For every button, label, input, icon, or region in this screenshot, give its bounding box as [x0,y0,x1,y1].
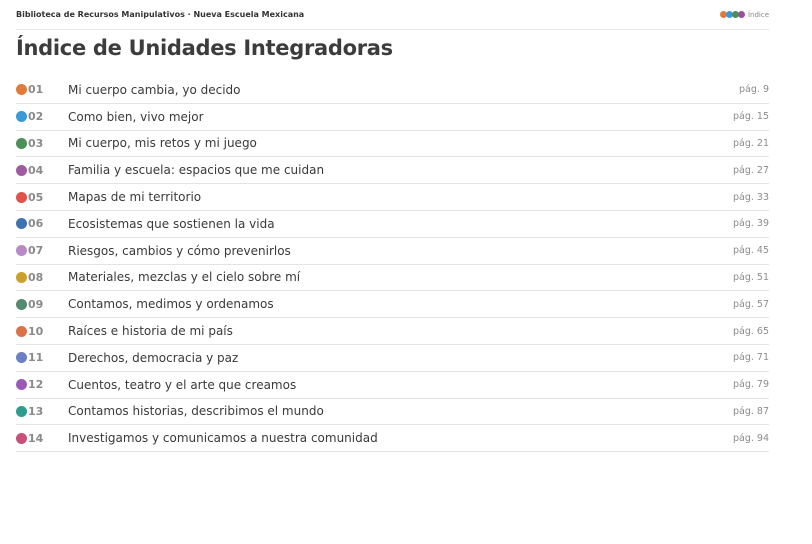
header-bar [16,0,769,30]
unit-number: 01 [28,83,44,97]
unit-title[interactable]: Derechos, democracia y paz [68,350,239,365]
unit-page-number: pág. 65 [732,325,769,337]
unit-row[interactable] [16,291,769,318]
unit-page-number: pág. 51 [732,271,769,283]
unit-number: 12 [28,378,44,392]
unit-row[interactable] [16,425,769,452]
unit-title[interactable]: Cuentos, teatro y el arte que creamos [68,377,297,392]
unit-title[interactable]: Familia y escuela: espacios que me cuidan [68,163,325,178]
unit-row[interactable] [16,211,769,238]
unit-row[interactable] [16,77,769,104]
unit-number: 13 [28,404,44,418]
unit-number: 10 [28,324,44,338]
unit-color-dot-icon [16,218,27,229]
unit-color-dot-icon [16,326,27,337]
unit-page-number: pág. 45 [732,245,769,257]
unit-title[interactable]: Investigamos y comunicamos a nuestra comunidad [68,431,378,446]
unit-row[interactable] [16,238,769,265]
unit-title[interactable]: Contamos historias, describimos el mundo [68,404,324,419]
unit-number: 06 [28,217,44,231]
document-page [16,0,769,446]
unit-number: 04 [28,163,44,177]
unit-row[interactable] [16,345,769,372]
unit-page-number: pág. 39 [732,218,769,230]
unit-row[interactable] [16,265,769,292]
unit-title[interactable]: Ecosistemas que sostienen la vida [68,216,275,231]
unit-number: 14 [28,431,44,445]
header-dot-icon [738,11,745,18]
unit-number: 11 [28,351,44,365]
unit-row[interactable] [16,184,769,211]
unit-row[interactable] [16,104,769,131]
unit-title[interactable]: Mi cuerpo, mis retos y mi juego [68,136,257,151]
unit-color-dot-icon [16,379,27,390]
unit-page-number: pág. 21 [732,137,769,149]
unit-color-dot-icon [16,84,27,95]
unit-page-number: pág. 94 [732,432,769,444]
unit-page-number: pág. 57 [732,298,769,310]
unit-row[interactable] [16,157,769,184]
unit-title[interactable]: Riesgos, cambios y cómo prevenirlos [68,243,291,258]
unit-row[interactable] [16,399,769,426]
color-dots-icon [720,11,744,18]
unit-color-dot-icon [16,272,27,283]
unit-row[interactable] [16,131,769,158]
unit-number: 09 [28,297,44,311]
unit-title[interactable]: Mi cuerpo cambia, yo decido [68,82,241,97]
unit-color-dot-icon [16,299,27,310]
unit-number: 02 [28,110,44,124]
unit-number: 05 [28,190,44,204]
unit-title[interactable]: Como bien, vivo mejor [68,109,204,124]
unit-page-number: pág. 9 [739,84,769,96]
breadcrumb: Biblioteca de Recursos Manipulativos · Nueva Escuela Mexicana [16,10,305,19]
unit-row[interactable] [16,318,769,345]
index-label: Índice [747,10,769,19]
unit-number: 08 [28,270,44,284]
unit-page-number: pág. 79 [732,379,769,391]
unit-color-dot-icon [16,406,27,417]
unit-color-dot-icon [16,165,27,176]
unit-page-number: pág. 15 [732,111,769,123]
unit-title[interactable]: Contamos, medimos y ordenamos [68,297,274,312]
unit-title[interactable]: Materiales, mezclas y el cielo sobre mí [68,270,301,285]
unit-number: 03 [28,136,44,150]
unit-row[interactable] [16,372,769,399]
unit-color-dot-icon [16,111,27,122]
unit-page-number: pág. 33 [732,191,769,203]
unit-page-number: pág. 71 [732,352,769,364]
unit-page-number: pág. 27 [732,164,769,176]
page-title: Índice de Unidades Integradoras [16,36,393,60]
unit-title[interactable]: Mapas de mi territorio [68,190,202,205]
unit-page-number: pág. 87 [732,405,769,417]
unit-color-dot-icon [16,352,27,363]
unit-color-dot-icon [16,192,27,203]
unit-title[interactable]: Raíces e historia de mi país [68,324,233,339]
unit-color-dot-icon [16,138,27,149]
unit-number: 07 [28,244,44,258]
index-indicator [720,11,769,19]
unit-color-dot-icon [16,245,27,256]
unit-color-dot-icon [16,433,27,444]
unit-list [16,77,769,452]
